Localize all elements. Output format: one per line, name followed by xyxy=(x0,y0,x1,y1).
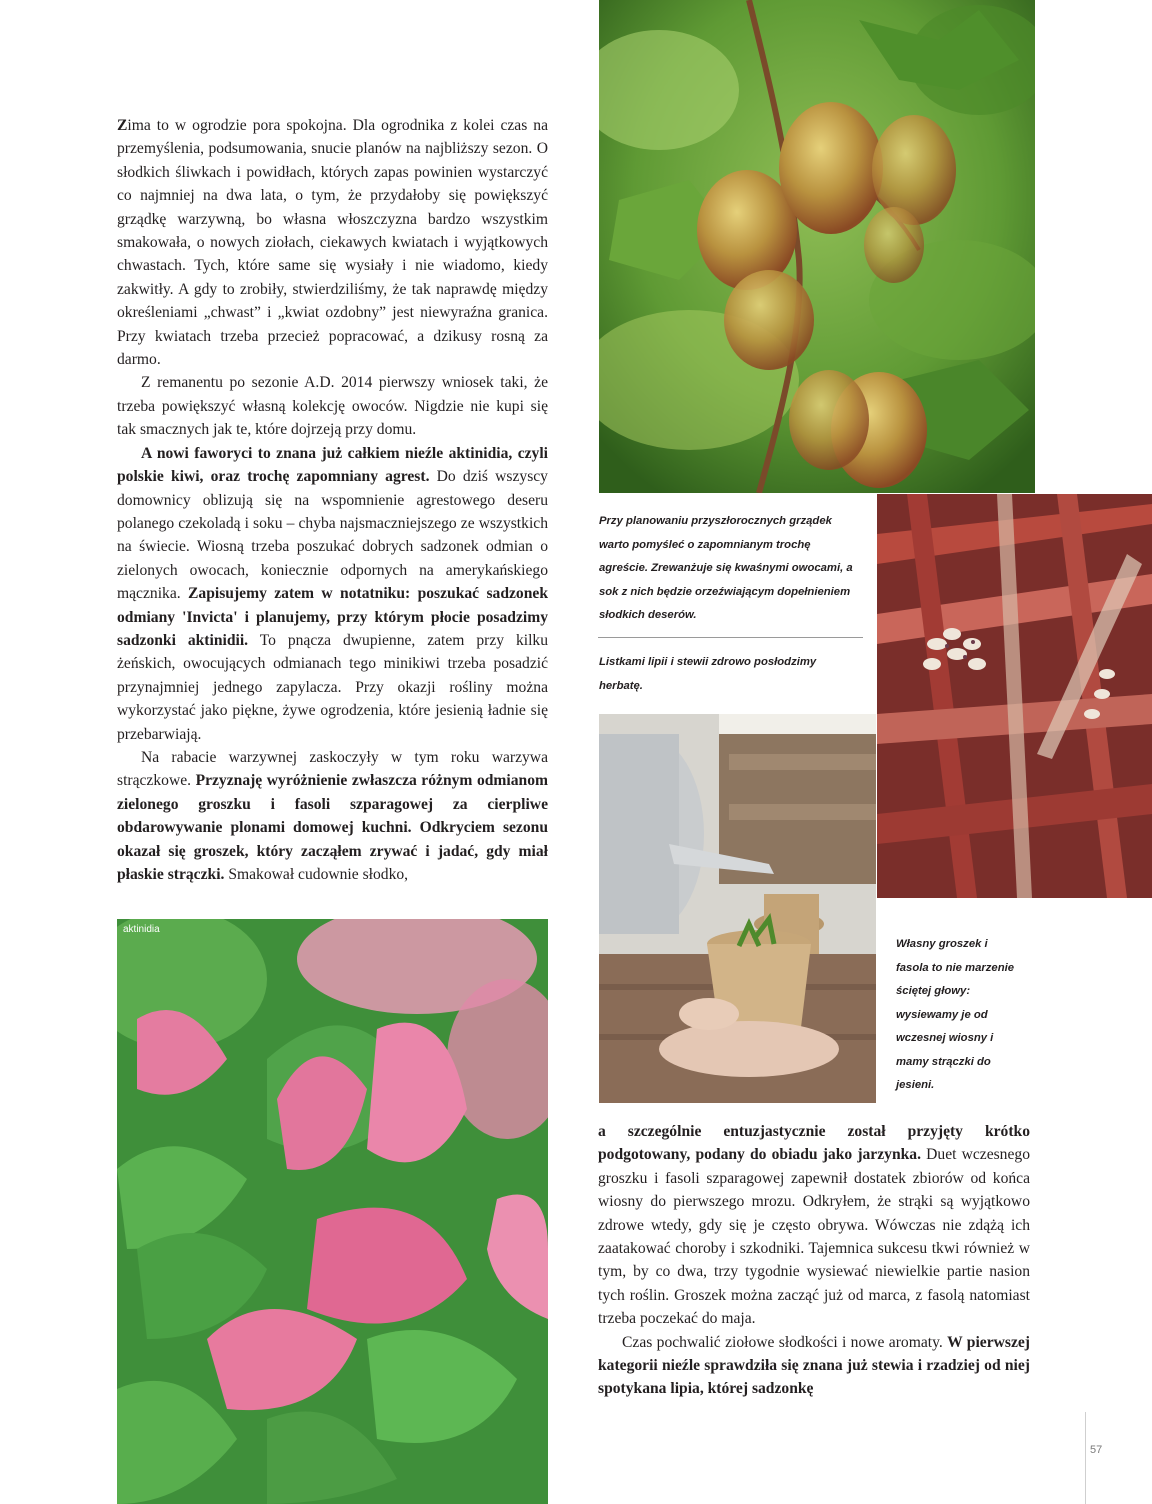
paragraph-continued: a szczególnie entuzjastycznie został przyjęty krótko podgotowany, podany do obiadu jako jarzynka. Duet wczesnego groszku i fasoli szparagowej zapewnił dostatek zbiorów od końca wiosny do pierwszego mrozu. Odkryłem, że strąki są wyjątkowo zdrowe wtedy, gdy się je często obrywa. Wówczas nie zdążą ich zaatakować choroby i szkodniki. Tajemnica sukcesu tkwi również w tym, by co dwa, trzy tygodnie wysiewać niewielkie partie nasion tych roślin. Groszek można zacząć już od marca, z fasolą natomiast trzeba poczekać do maja. xyxy=(598,1123,1030,1328)
article-left-column xyxy=(117,114,548,886)
watering-seedling-photo xyxy=(599,714,876,1103)
paragraph-favorites: A nowi faworyci to znana już całkiem nieźle aktinidia, czyli polskie kiwi, oraz trochę zapomniany agrest. Do dziś wszyscy domownicy oblizują się na wspomnienie agrestowego deseru polanego czekoladą i soku – chyba najsmaczniejszego ze wszystkich na świecie. Wiosną trzeba poszukać dobrych sadzonek odmian o zielonych owocach, koniecznie odpornych na amerykańskiego mącznika. Zapisujemy zatem w notatniku: poszukać sadzonek odmiany 'Invicta' i planujemy, przy którym płocie posadzimy sadzonki aktinidii. To pnącza dwupienne, zatem przy kilku żeńskich, owocujących odmianach tego minikiwi trzeba posadzić przynajmniej jednego zapylacza. Przy okazji rośliny można wykorzystać jako piękne, żywe ogrodzenia, które jesienią ładnie się przebarwiają. xyxy=(117,444,548,743)
photo-label-actinidia: aktinidia xyxy=(123,924,160,935)
caption-beans: Własny groszek i fasola to nie marzenie ściętej głowy: wysiewamy je od wczesnej wiosny i mamy strączki do jesieni. xyxy=(896,938,1015,1091)
caption-gooseberry: Przy planowaniu przyszłorocznych grządek warto pomyśleć o zapomnianym trochę agreście. Zrewanżuje się kwaśnymi owocami, a sok z nich będzie orzeźwiającym dopełnieniem słodkich deserów. xyxy=(599,515,853,621)
paragraph-legumes: Na rabacie warzywnej zaskoczyły w tym roku warzywa strączkowe. Przyznaję wyróżnienie zwłaszcza różnym odmianom zielonego groszku i fasoli szparagowej za cierpliwe obdarowywanie plonami domowej kuchni. Odkryciem sezonu okazał się groszek, który zacząłem zrywać i jadać, gdy miał płaskie strączki. Smakował cudownie słodko, xyxy=(117,748,548,883)
gooseberry-branch-photo xyxy=(599,0,1035,493)
page-number-rule xyxy=(1085,1412,1086,1504)
paragraph-intro: Zima to w ogrodzie pora spokojna. Dla ogrodnika z kolei czas na przemyślenia, podsumowania, snucie planów na najbliższy sezon. O słodkich śliwkach i powidłach, których zapas powinien wystarczyć co najmniej na dwa lata, o tym, że przydałoby się powiększyć grządkę warzywną, bo własna włoszczyzna bardzo wszystkim smakowała, o nowych ziołach, ciekawych kwiatach i wyjątkowych chwastach. Tych, które same się wysiały i nie wiadomo, kiedy zakwitły. A gdy to zrobiły, stwierdziliśmy, że tak naprawdę między określeniami „chwast” i „kwiat ozdobny” jest niewyraźna granica. Przy kwiatach trzeba przecież popracować, a dzikusy rosną za darmo. xyxy=(117,117,548,369)
actinidia-leaves-photo xyxy=(117,919,548,1504)
drop-cap: Z xyxy=(117,117,128,134)
paragraph-remanent: Z remanentu po sezonie A.D. 2014 pierwszy wniosek taki, że trzeba powiększyć własną kolekcję owoców. Nigdzie nie kupi się tak smacznych jak te, które dojrzeją przy domu. xyxy=(117,374,548,439)
caption-herbs: Listkami lipii i stewii zdrowo posłodzimy herbatę. xyxy=(599,656,817,692)
paragraph-herbs: Czas pochwalić ziołowe słodkości i nowe aromaty. W pierwszej kategorii nieźle sprawdziła się znana już stewia i rzadziej od niej spotykana lipia, której sadzonkę xyxy=(598,1333,1030,1398)
dried-bean-pods-photo xyxy=(877,494,1152,898)
article-right-column xyxy=(598,1120,1030,1401)
caption-divider xyxy=(598,637,863,638)
page-number: 57 xyxy=(1090,1444,1103,1456)
